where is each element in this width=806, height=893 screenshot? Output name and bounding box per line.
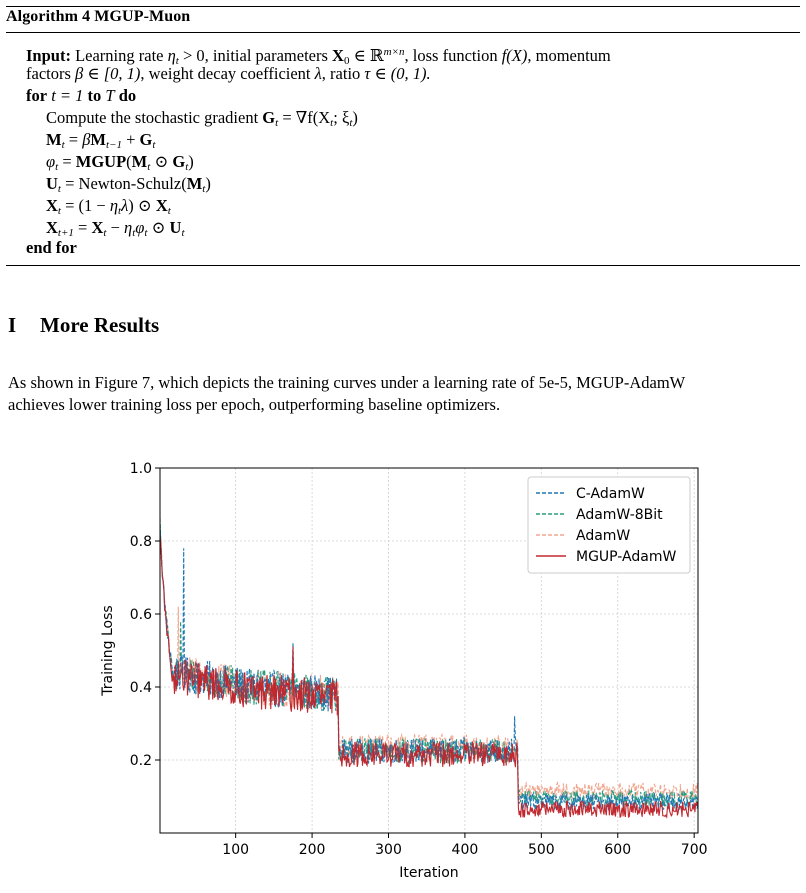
section-title: More Results	[40, 313, 160, 337]
y-tick-label: 0.4	[129, 680, 152, 696]
training-loss-figure	[0, 455, 806, 888]
results-paragraph	[8, 372, 804, 416]
section-number: I	[8, 313, 17, 337]
algorithm-step-newton-schulz: $U_t$ = Newton-$Schulz(M_t)$	[46, 174, 211, 195]
algorithm-input-line-1: Input: Learning rate $\eta_t > 0$, initial parameters $X_0$ ∈ ℝ$^{m\times n}$, loss function f(X), momentum	[26, 46, 611, 67]
legend-label: AdamW-8Bit	[576, 507, 663, 523]
x-axis-ticks	[222, 833, 707, 858]
y-tick-label: 1.0	[129, 461, 152, 477]
algorithm-input-line-2: factors β ∈ [0, 1), weight decay coefficient λ, ratio τ ∈ (0, 1).	[26, 64, 431, 83]
legend-label: AdamW	[576, 528, 631, 544]
x-tick-label: 700	[680, 842, 708, 858]
y-tick-label: 0.6	[129, 607, 152, 623]
legend-label: MGUP-AdamW	[576, 549, 677, 565]
algorithm-title: Algorithm 4 MGUP-Muon	[6, 8, 191, 25]
algorithm-step-gradient: Compute the stochastic gradient $G_t = \nabla f(X_t$; $\xi_t$)	[46, 108, 358, 129]
y-tick-label: 0.2	[129, 753, 152, 769]
algorithm-step-momentum: $M_t = \beta M_{t-1} + G_t$	[46, 130, 156, 151]
algorithm-step-weight-decay: $X_t = (1 - \eta_t\lambda)$ ⊙ $X_t$	[46, 196, 171, 217]
section-heading	[8, 313, 159, 338]
training-loss-chart	[0, 455, 806, 888]
y-axis-label: Training Loss	[100, 605, 116, 696]
algorithm-step-mgup: $\varphi_t$ = $MGUP(M_t$ ⊙ $G_t$)	[46, 152, 194, 173]
algorithm-end-for: end for	[26, 238, 77, 257]
chart-legend	[528, 477, 690, 573]
x-tick-label: 400	[451, 842, 479, 858]
x-tick-label: 300	[375, 842, 402, 858]
y-axis-ticks	[130, 461, 160, 769]
legend-label: C-AdamW	[576, 486, 645, 502]
paragraph-line-2: achieves lower training loss per epoch, outperforming baseline optimizers.	[8, 395, 501, 414]
paragraph-line-1: As shown in Figure 7, which depicts the training curves under a learning rate of 5e-5, MGUP-AdamW	[8, 373, 686, 392]
x-tick-label: 100	[222, 842, 250, 858]
x-tick-label: 200	[298, 842, 326, 858]
algorithm-step-update: $X_{t+1} = X_t - \eta_t\varphi_t$ ⊙ $U_t$	[46, 218, 185, 239]
x-tick-label: 500	[527, 842, 555, 858]
x-axis-label: Iteration	[399, 865, 459, 881]
y-tick-label: 0.8	[129, 534, 152, 550]
x-tick-label: 600	[604, 842, 632, 858]
algorithm-title-rule	[6, 32, 800, 33]
algorithm-for-line: for t = 1 to T do	[26, 86, 137, 105]
